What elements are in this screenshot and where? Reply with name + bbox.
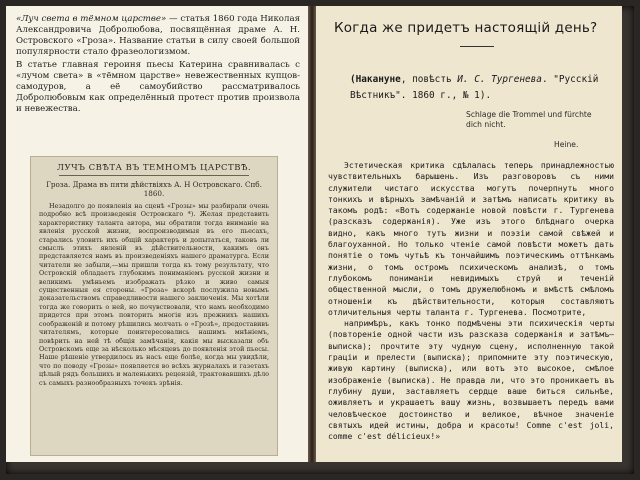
clipping-body: Незадолго до появленія на сценѣ «Грозы» мы разбирали очень подробно всѣ произведенія Островскаго *). Желая представить характеристику таланта автора, мы обратили тогда вниманіе на явленія русской жизни, воспроизводимыя въ его пьесахъ, старались уловить ихъ общій характеръ и допытаться, таковъ ли смыслъ этихъ явленій въ дѣйствительности, какимъ онъ представляется намъ въ произведеніяхъ нашего драматурга. Если читатели не забыли,—мы пришли тогда къ тому результату, что Островскій обладаетъ глубокимъ пониманіемъ русской жизни и великимъ умѣньемъ изображать рѣзко и живо самыя существенныя ея стороны. «Гроза» вскорѣ послужила новымъ доказательствомъ справедливости нашего заключенія. Мы хотѣли тогда же говорить о ней, но почувствовали, что намъ необходимо придется при этомъ повторить многія изъ прежнихъ нашихъ соображеній и потому рѣшились молчать о «Грозѣ», предоставивъ читателямъ, которые поинтересовались нашимъ мнѣніемъ, повѣрить на ней тѣ общія замѣчанія, какія мы высказали объ Островскомъ еще за нѣсколько мѣсяцевъ до появленія этой пьесы. Наше рѣшеніе утвердилось въ насъ еще болѣе, когда мы увидѣли, что по поводу «Грозы» появляется во всѣхъ журналахъ и газетахъ цѣлый рядъ большихъ и маленькихъ рецензій, трактовавшихъ дѣло съ самыхъ разнообразныхъ точекъ зрѣнія. bbox=[39, 202, 269, 387]
book-spine bbox=[308, 6, 316, 462]
intro-paragraph-1-text: — статья 1860 года Николая Александровича Добролюбова, посвящённая драме А. Н. Островского «Гроза». Название статьи в силу своей большой популярности стало фразеологизмом. bbox=[16, 14, 300, 57]
source-mid: , повѣсть bbox=[400, 74, 458, 85]
epigraph-author: Heine. bbox=[554, 140, 579, 149]
source-book-title: (Накануне bbox=[350, 74, 401, 85]
epigraph: Schlage die Trommel und fürchte dich nicht. bbox=[466, 110, 592, 129]
intro-article-title: «Луч света в тёмном царстве» bbox=[16, 14, 167, 24]
intro-paragraph-1 bbox=[16, 14, 300, 58]
title-divider bbox=[460, 46, 494, 47]
article-title: Когда же придетъ настоящій день? bbox=[334, 20, 598, 36]
intro-text bbox=[16, 14, 300, 117]
left-page bbox=[6, 6, 308, 462]
newspaper-clipping bbox=[30, 156, 278, 456]
clipping-divider bbox=[59, 175, 249, 176]
body-paragraph-1: Эстетическая критика сдѣлалась теперь принадлежностью чувствительныхъ барышень. Изъ разговоровъ съ ними служители чистаго искусства могутъ почерпнуть много тонкихъ и вѣрныхъ замѣчаній и затѣмъ написать критику въ такомъ родѣ: «Вотъ содержаніе новой повѣсти г. Тургенева (разсказъ содержанія). Уже изъ этого блѣднаго очерка видно, какъ много тутъ жизни и поэзіи самой свѣжей и благоуханной. Но только чтеніе самой повѣсти можетъ дать понятіе о томъ чутьѣ къ тончайшимъ поэтическимъ оттѣнкамъ жизни, о томъ остромъ психическомъ анализѣ, о томъ глубокомъ пониманіи невидимыхъ струй и теченій общественной мысли, о томъ дружелюбномъ и вмѣстѣ смѣломъ отношеніи къ дѣйствительности, которыя составляютъ отличительныя черты таланта г. Тургенева. Посмотрите, bbox=[328, 160, 614, 317]
intro-paragraph-2: В статье главная героиня пьесы Катерина сравнивалась с «лучом света» в «тёмном царстве» невежественных купцов-самодуров, а её самоубийство рассматривалось Добролюбовым как определённый протест против произвола и невежества. bbox=[16, 60, 300, 114]
right-page bbox=[316, 6, 622, 462]
clipping-subtitle: Гроза. Драма въ пяти дѣйствіяхъ А. Н Островскаго. Спб. 1860. bbox=[46, 180, 262, 198]
source-author: И. С. Тургенева bbox=[457, 74, 542, 85]
article-body bbox=[328, 160, 614, 442]
body-paragraph-2: напримѣръ, какъ тонко подмѣчены эти психическія черты (повтореніе одной части изъ разсказа содержанія и затѣмъ—выписка); прочтите эту чудную сцену, исполненную такой граціи и прелести (выписка); припомните эту поэтическую, живую картину (выписка), или вотъ это высокое, смѣлое изображеніе (выписка). Не правда ли, что это проникаетъ въ глубину души, заставляетъ сердце ваше биться сильнѣе, оживляетъ и украшаетъ вашу жизнь, возвышаетъ передъ вами человѣческое достоинство и великое, вѣчное значеніе святыхъ идей истины, добра и красоты! Comme c'est joli, comme c'est délicieux!» bbox=[328, 318, 614, 442]
article-source bbox=[350, 72, 606, 104]
clipping-title: ЛУЧЪ СВѢТА ВЪ ТЕМНОМЪ ЦАРСТВѢ. bbox=[56, 163, 252, 173]
source-tail: . "Русскій Вѣстникъ". 1860 г., № 1). bbox=[350, 74, 599, 101]
